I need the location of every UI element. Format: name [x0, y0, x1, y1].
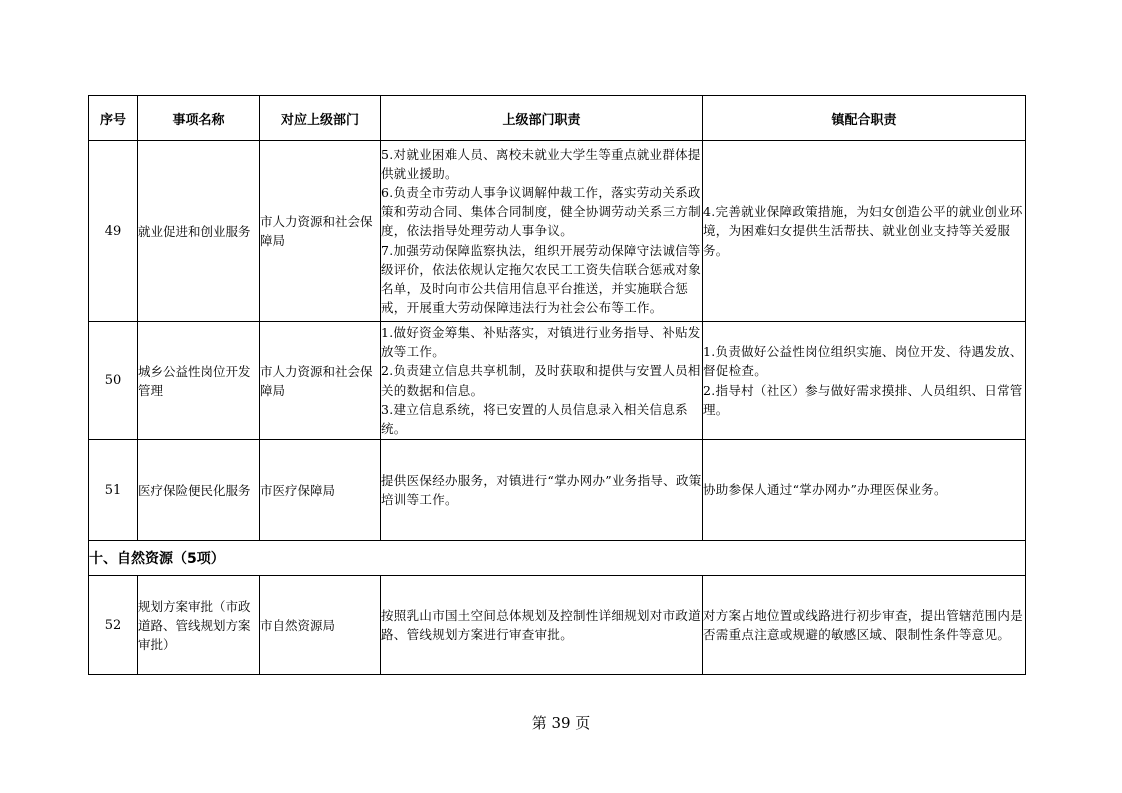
row-number: 51 [89, 440, 138, 541]
duty-table [88, 95, 1026, 675]
duty-line: 7.加强劳动保障监察执法，组织开展劳动保障守法诚信等级评价，依法依规认定拖欠农民工工资失信联合惩戒对象名单，及时向市公共信用信息平台推送，并实施联合惩戒，开展重大劳动保障违法行为社会公布等工作。 [381, 242, 702, 316]
town-duty-line: 2.指导村（社区）参与做好需求摸排、人员组织、日常管理。 [703, 382, 1023, 417]
town-duty-cell [703, 322, 1026, 440]
row-number: 50 [89, 322, 138, 440]
item-name: 规划方案审批（市政道路、管线规划方案审批） [138, 576, 260, 675]
duty-line: 1.做好资金筹集、补贴落实，对镇进行业务指导、补贴发放等工作。 [381, 324, 701, 360]
table-header-row [89, 96, 1026, 141]
town-duty-cell [703, 576, 1026, 675]
item-name: 城乡公益性岗位开发管理 [138, 322, 260, 440]
town-duty-line: 4.完善就业保障政策措施，为妇女创造公平的就业创业环境，为困难妇女提供生活帮扶、就业创业支持等关爱服务。 [703, 204, 1023, 258]
header-no: 序号 [89, 96, 138, 141]
duty-line: 6.负责全市劳动人事争议调解仲裁工作，落实劳动关系政策和劳动合同、集体合同制度，健全协调劳动关系三方制度，依法指导处理劳动人事争议。 [381, 184, 702, 239]
department-duty-cell [381, 322, 703, 440]
department-name: 市人力资源和社会保障局 [260, 141, 381, 322]
table-row [89, 576, 1026, 675]
item-name: 就业促进和创业服务 [138, 141, 260, 322]
duty-line: 按照乳山市国土空间总体规划及控制性详细规划对市政道路、管线规划方案进行审查审批。 [381, 607, 702, 642]
table-row [89, 141, 1026, 322]
table-row [89, 322, 1026, 440]
row-number: 49 [89, 141, 138, 322]
duty-line: 3.建立信息系统，将已安置的人员信息录入相关信息系统。 [381, 401, 688, 436]
department-name: 市自然资源局 [260, 576, 381, 675]
page-number: 第 39 页 [531, 714, 591, 732]
table-row [89, 440, 1026, 541]
duty-line: 5.对就业困难人员、离校未就业大学生等重点就业群体提供就业援助。 [381, 146, 701, 181]
duty-line: 2.负责建立信息共享机制，及时获取和提供与安置人员相关的数据和信息。 [381, 363, 701, 398]
town-duty-cell [703, 141, 1026, 322]
header-department-duty: 上级部门职责 [381, 96, 703, 141]
town-duty-cell [703, 440, 1026, 541]
department-duty-cell [381, 576, 703, 675]
town-duty-line: 协助参保人通过“掌办网办”办理医保业务。 [703, 482, 947, 498]
header-item-name: 事项名称 [138, 96, 260, 141]
department-name: 市人力资源和社会保障局 [260, 322, 381, 440]
section-title: 十、自然资源（5项） [89, 541, 1026, 576]
department-name: 市医疗保障局 [260, 440, 381, 541]
town-duty-line: 对方案占地位置或线路进行初步审查，提出管辖范围内是否需重点注意或规避的敏感区域、限制性条件等意见。 [703, 607, 1024, 642]
section-row [89, 541, 1026, 576]
department-duty-cell [381, 141, 703, 322]
header-department: 对应上级部门 [260, 96, 381, 141]
town-duty-line: 1.负责做好公益性岗位组织实施、岗位开发、待遇发放、督促检查。 [703, 344, 1023, 379]
duty-line: 提供医保经办服务，对镇进行“掌办网办”业务指导、政策培训等工作。 [381, 472, 702, 507]
header-town-duty: 镇配合职责 [703, 96, 1026, 141]
department-duty-cell [381, 440, 703, 541]
item-name: 医疗保险便民化服务 [138, 440, 260, 541]
row-number: 52 [89, 576, 138, 675]
